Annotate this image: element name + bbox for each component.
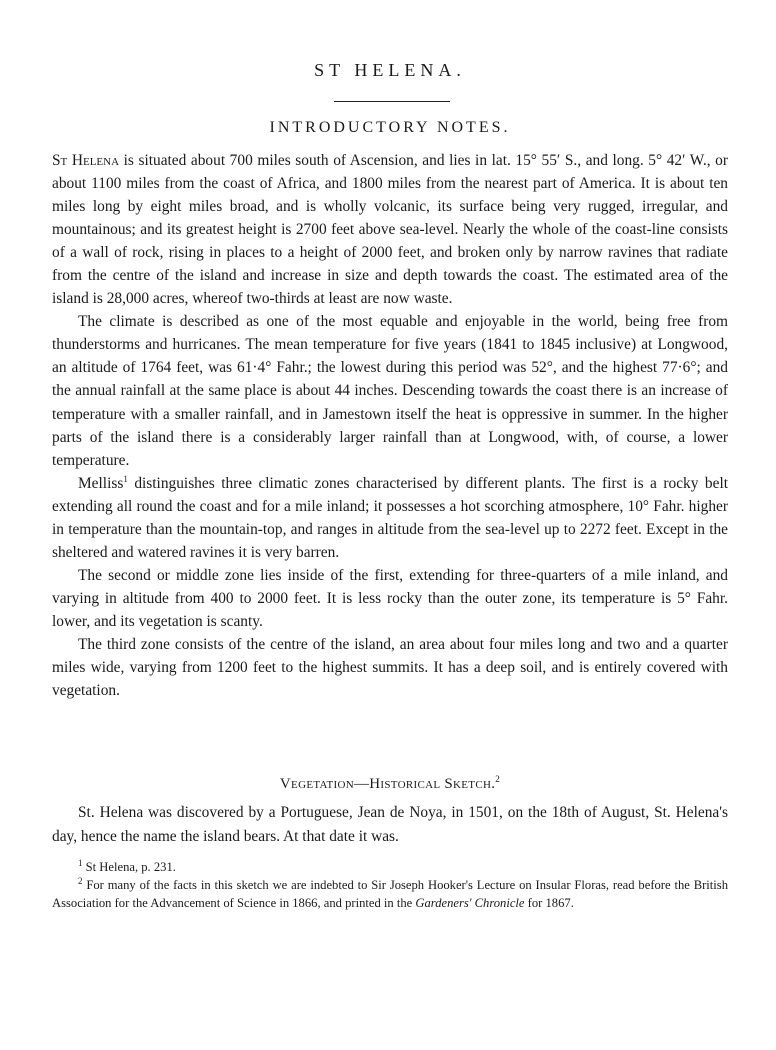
section-paragraph-1: St. Helena was discovered by a Portuguese, Jean de Noya, in 1501, on the 18th of August, St. Helena's day, hence the name the island bears. At that date it was. (52, 804, 728, 845)
intro-paragraph-5: The third zone consists of the centre of the island, an area about four miles long and two and a quarter miles wide, varying from 1200 feet to the highest summits. It has a deep soil, and is entirely covered with vegetation. (52, 635, 728, 700)
section-heading (52, 776, 728, 793)
intro-paragraph-4: The second or middle zone lies inside of the first, extending for three-quarters of a mile inland, and varying in altitude from 400 to 2000 feet. It is less rocky than the outer zone, its temperature is 5° Fahr. lower, and its vegetation is scanty. (52, 566, 728, 630)
chapter-subtitle: INTRODUCTORY NOTES. (269, 119, 511, 136)
intro-paragraph-2: The climate is described as one of the most equable and enjoyable in the world, being free from thunderstorms and hurricanes. The mean temperature for five years (1841 to 1845 inclusive) at Longwood, an altitude of 1764 feet, was 61·4° Fahr.; the lowest during this period was 52°, and the highest 77·6°; and the annual rainfall at the same place is about 44 inches. Descending towards the coast there is an increase of temperature with a smaller rainfall, and in Jamestown itself the heat is oppressive in summer. In the higher parts of the island there is a considerably larger rainfall than at Longwood, with, of course, a lower temperature. (52, 313, 728, 469)
intro-paragraph-1-text: is situated about 700 miles south of Ascension, and lies in lat. 15° 55′ S., and long. 5° 42′ W., or about 1100 miles from the coast of Africa, and 1800 miles from the nearest part of America. It is about ten miles long by eight miles broad, and is wholly volcanic, its surface being very rugged, irregular, and mountainous; and its greatest height is 2700 feet above sea-level. Nearly the whole of the coast-line consists of a wall of rock, rising in places to a height of 2000 feet, and broken only by narrow ravines that radiate from the centre of the island and increase in size and depth towards the coast. The estimated area of the island is 28,000 acres, whereof two-thirds at least are now waste. (52, 152, 728, 308)
footnote-2-journal: Gardeners' Chronicle (415, 896, 525, 910)
title-rule-divider (334, 101, 450, 102)
section-body (52, 801, 728, 849)
footnotes (52, 858, 728, 912)
footnote-2-number: 2 (78, 875, 83, 886)
page-title: ST HELENA. (314, 60, 466, 80)
footnote-2-end: for 1867. (524, 896, 574, 910)
melliss-name: Melliss (78, 474, 124, 492)
intro-paragraph-1 (52, 149, 728, 310)
section-heading-text: Vegetation—Historical Sketch. (279, 776, 496, 792)
footnote-1-text: St Helena, p. 231. (82, 860, 176, 874)
intro-lead-words: St Helena (52, 152, 120, 169)
footnote-ref-2: 2 (495, 774, 501, 784)
footnote-1-number: 1 (78, 857, 83, 868)
intro-body (52, 149, 728, 702)
footnote-1 (52, 858, 728, 876)
footnote-2 (52, 876, 728, 912)
footnote-2-text: For many of the facts in this sketch we are indebted to Sir Joseph Hooker's Lecture on Insular Floras, read before the British Association for the Advancement of Science in 1866, and printed in the (52, 878, 728, 910)
intro-paragraph-3-text: distinguishes three climatic zones characterised by different plants. The first is a rocky belt extending all round the coast and for a mile inland; it possesses a hot scorching atmosphere, 10° Fahr. higher in temperature than the mountain-top, and ranges in altitude from the sea-level up to 2272 feet. Except in the sheltered and watered ravines it is very barren. (52, 474, 728, 561)
footnote-ref-1: 1 (123, 473, 128, 484)
intro-paragraph-3 (52, 472, 728, 564)
